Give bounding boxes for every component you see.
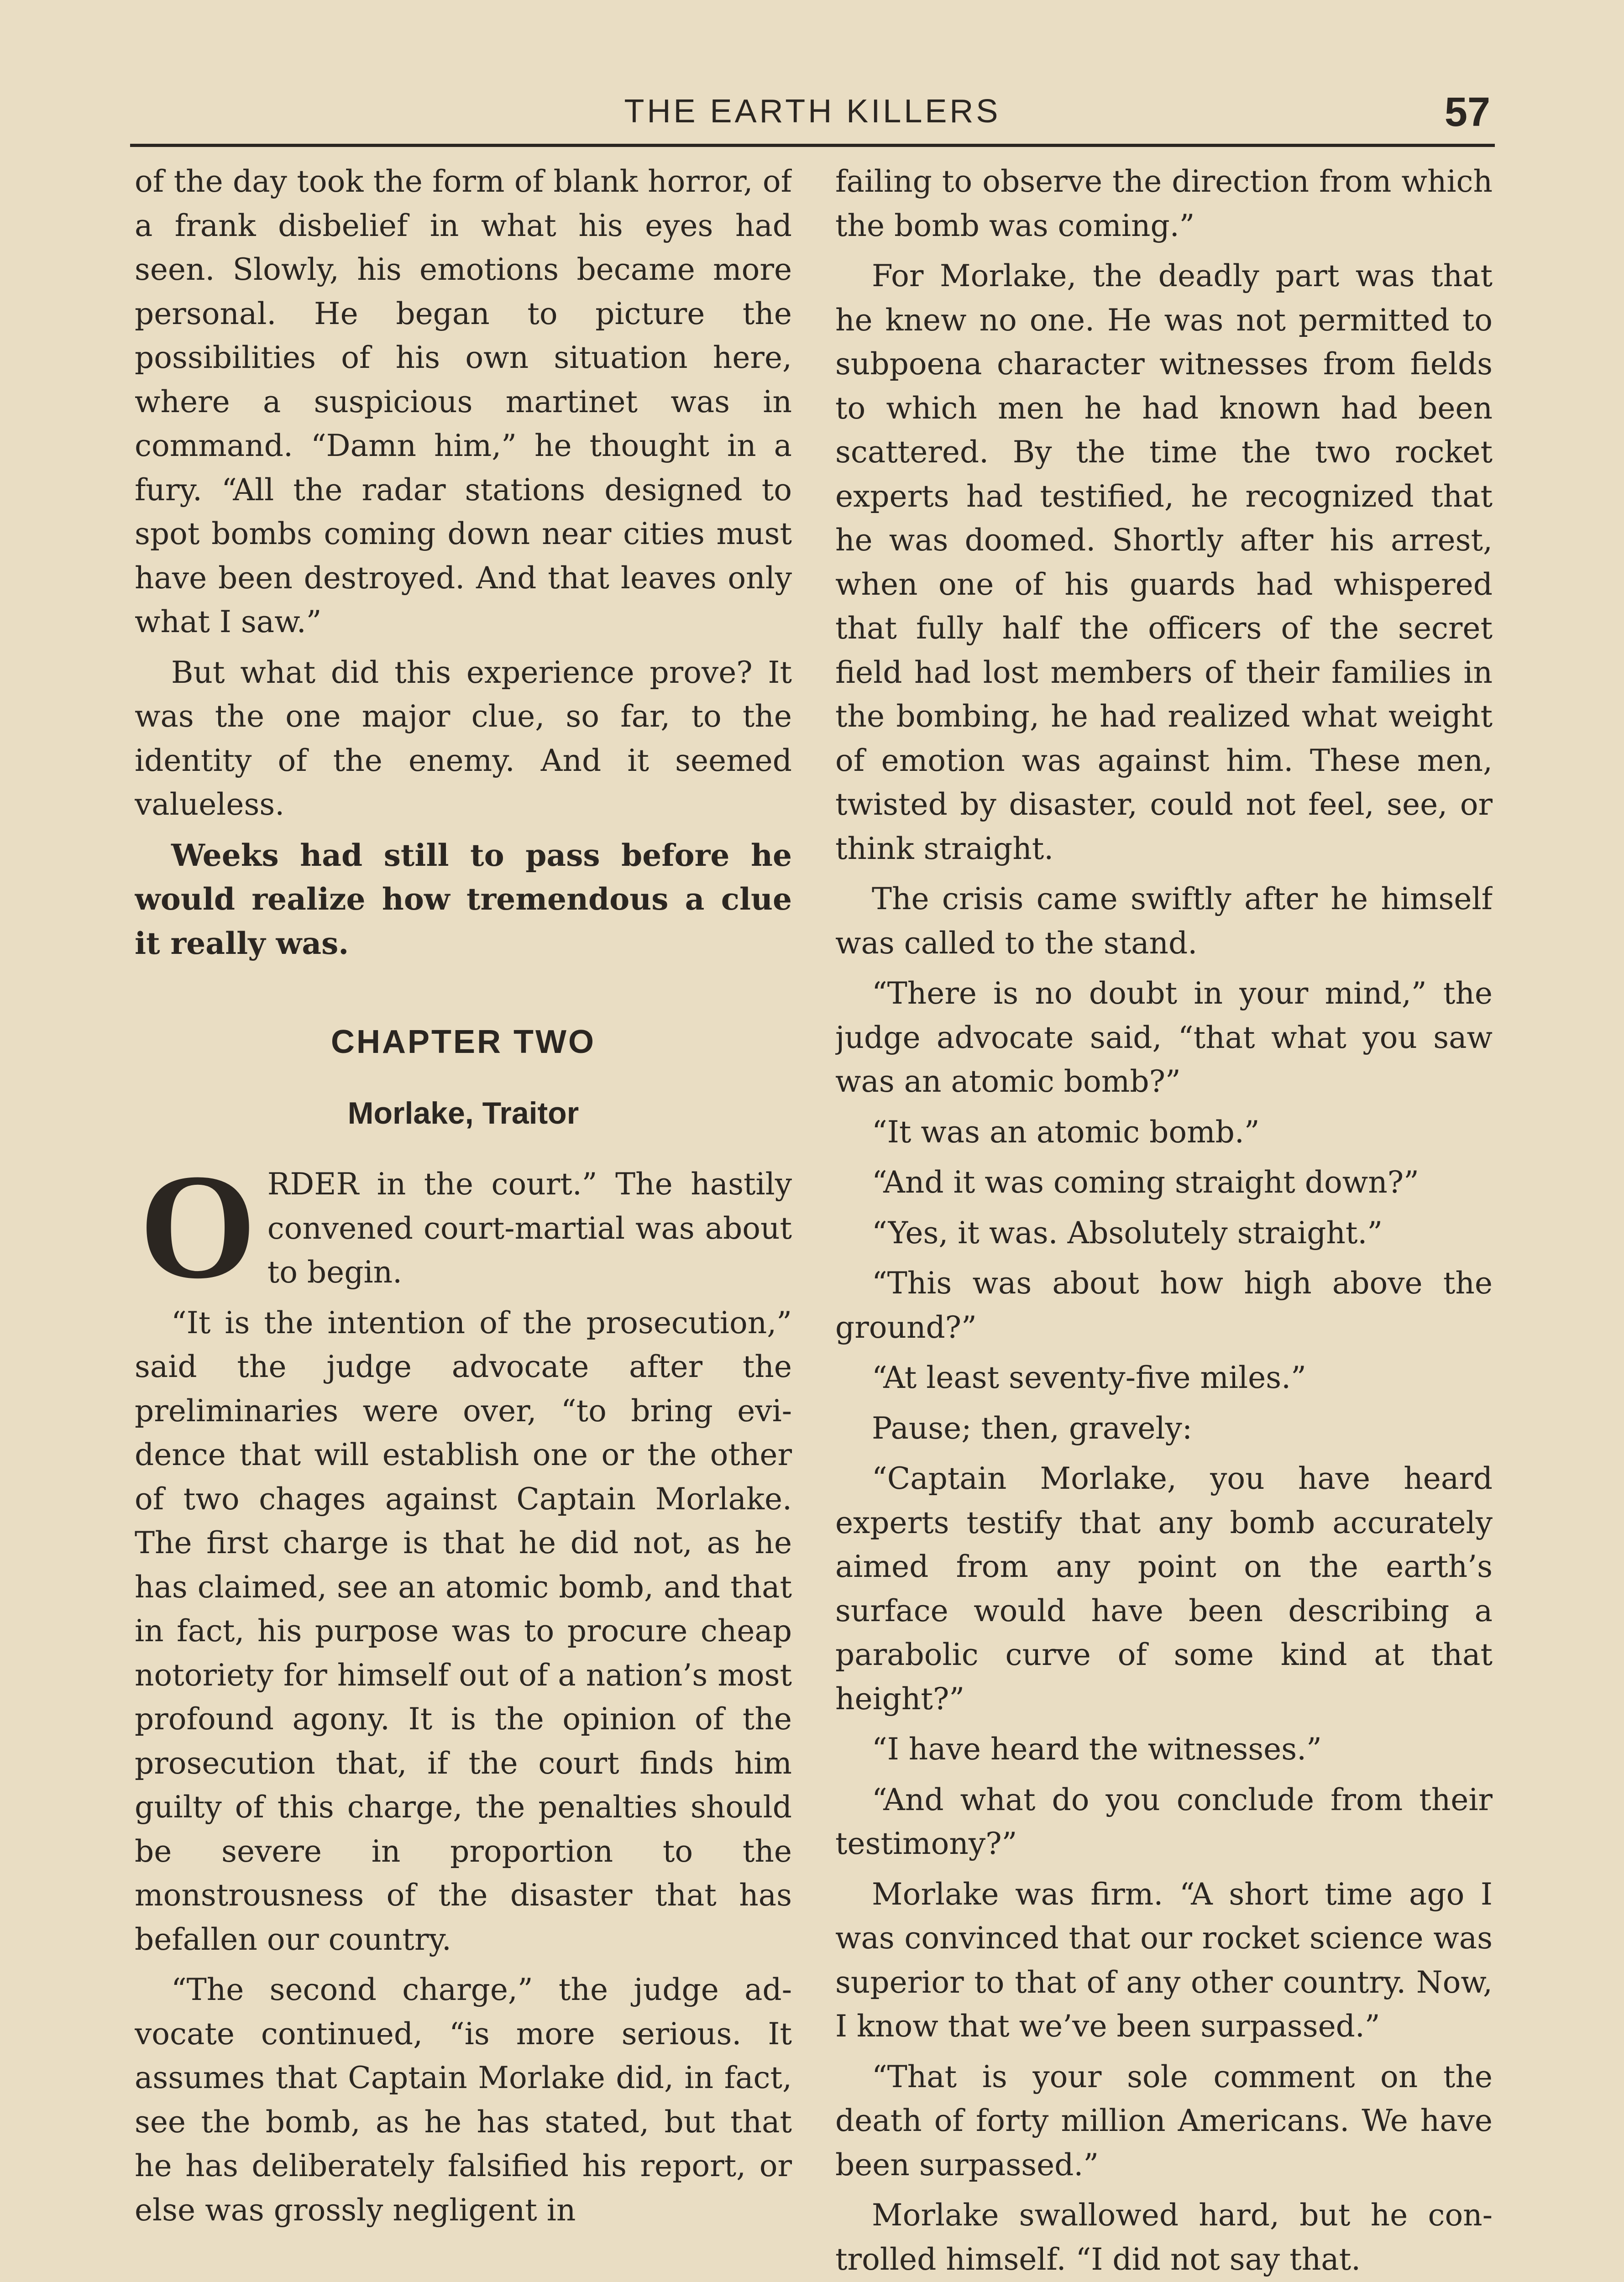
paragraph: “At least seventy-five miles.”	[872, 1360, 1306, 1395]
paragraph: The crisis came swiftly after he himself was called to the stand.	[835, 881, 1493, 961]
running-title: THE EARTH KILLERS	[624, 93, 1001, 130]
paragraph: “It is the intention of the prosecution,” said the judge advocate after the preliminaries were over, “to bring evidence that will establish one or the other of two chages against Captain Morlake. The first charge is that he did not, as he has claimed, see an atomic bomb, and that in fact, his purpose was to procure cheap notoriety for himself out of a nation’s most profound agony. It is the opinion of the prosecution that, if the court finds him guilty of this charge, the penalties should be severe in proportion to the monstrousness of the disaster that has befallen our country.	[135, 1305, 792, 1957]
paragraph: But what did this experience prove? It was the one major clue, so far, to the identity of the enemy. And it seemed valueless.	[135, 654, 792, 822]
paragraph: “Yes, it was. Absolutely straight.”	[872, 1215, 1383, 1251]
chapter-subtitle: Morlake, Traitor	[347, 1096, 579, 1131]
paragraph: “There is no doubt in your mind,” the judge advocate said, “that what you saw was an atomic bomb?”	[835, 976, 1493, 1099]
paragraph: “It was an atomic bomb.”	[872, 1114, 1260, 1150]
paragraph: Morlake was firm. “A short time ago I was convinced that our rocket science was superior to that of any other country. Now, I know that we’ve been surpassed.”	[835, 1876, 1493, 2044]
chapter-heading: CHAPTER TWO	[331, 1024, 596, 1060]
paragraph: “I have heard the witnesses.”	[872, 1732, 1322, 1767]
opening-text: RDER in the court.” The hastily convened court-martial was about to begin.	[267, 1167, 792, 1290]
paragraph: “And it was coming straight down?”	[872, 1165, 1419, 1200]
paragraph: “And what do you conclude from their testimony?”	[835, 1782, 1493, 1861]
page-header	[130, 89, 1495, 147]
page-number: 57	[1444, 89, 1490, 135]
paragraph: of the day took the form of blank horror, of a frank disbelief in what his eyes had seen. Slowly, his emotions became more personal. He began to picture the possibilities of his own situation here, where a suspicious martinet was in command. “Damn him,” he thought in a fury. “All the radar stations designed to spot bombs coming down near cities must have been destroyed. And that leaves only what I saw.”	[135, 164, 792, 639]
drop-cap: O	[139, 1143, 257, 1310]
paragraph: Morlake swallowed hard, but he controlled himself. “I did not say that.	[835, 2198, 1493, 2277]
paragraph: Weeks had still to pass before he would realize how tremendous a clue it really was.	[135, 837, 792, 961]
paragraph: For Morlake, the deadly part was that he knew no one. He was not permitted to subpoena character witnesses from fields to which men he had known had been scattered. By the time the two rocket experts had testified, he recognized that he was doomed. Shortly after his arrest, when one of his guards had whispered that fully half the officers of the secret field had lost members of their families in the bombing, he had realized what weight of emotion was against him. These men, twisted by disaster, could not feel, see, or think straight.	[835, 258, 1493, 866]
paragraph: “The second charge,” the judge advocate continued, “is more serious. It assumes that Captain Morlake did, in fact, see the bomb, as he has stated, but that he has deliberately falsified his report, or else was grossly negligent in	[135, 1972, 792, 2228]
paragraph: “That is your sole comment on the death of forty million Americans. We have been surpassed.”	[835, 2059, 1493, 2183]
paragraph: Pause; then, gravely:	[872, 1410, 1193, 1446]
right-column	[835, 160, 1493, 2282]
paragraph: “This was about how high above the ground?”	[835, 1266, 1493, 1345]
opening-paragraph	[135, 1143, 792, 1310]
paragraph: failing to observe the direction from which the bomb was coming.”	[835, 164, 1493, 243]
left-column	[135, 160, 792, 2282]
paragraph: “Captain Morlake, you have heard experts testify that any bomb accurately aimed from any point on the earth’s surface would have been describing a parabolic curve of some kind at that height?”	[835, 1461, 1493, 1717]
